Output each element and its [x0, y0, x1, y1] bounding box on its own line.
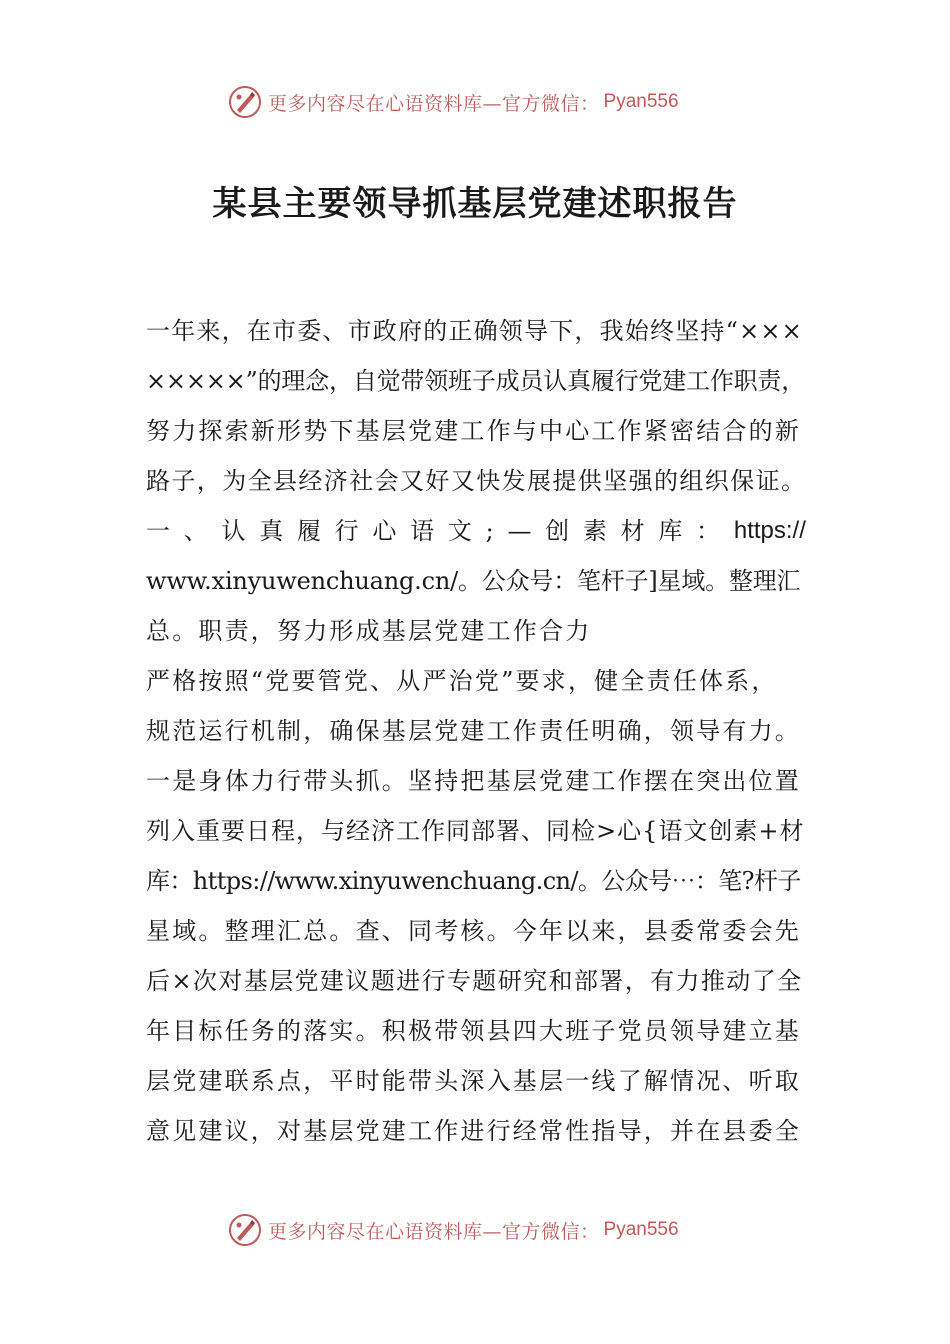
heading-glyph: 素: [582, 517, 607, 545]
heading-glyph: 心: [372, 517, 397, 545]
body-line: 一是身体力行带头抓。坚持把基层党建工作摆在突出位置: [146, 767, 801, 795]
body-line: 一年来，在市委、市政府的正确领导下，我始终坚持“×××: [146, 317, 803, 345]
body-line: 星域。整理汇总。查、同考核。今年以来，县委常委会先: [146, 917, 801, 945]
body-line: ×××××”的理念，自觉带领班子成员认真履行党建工作职责，: [146, 367, 806, 395]
heading-glyph: https://: [733, 517, 806, 544]
heading-glyph: 文: [447, 517, 472, 545]
body-line: 努力探索新形势下基层党建工作与中心工作紧密结合的新: [146, 417, 801, 445]
heading-glyph: —: [507, 517, 532, 545]
heading-glyph: ：: [696, 517, 721, 545]
heading-glyph: 真: [259, 517, 284, 545]
body-line: 后×次对基层党建议题进行专题研究和部署，有力推动了全: [146, 967, 803, 995]
heading-glyph: 一: [146, 517, 170, 545]
body-line: www.xinyuwenchuang.cn/。公众号：笔杆子]星域。整理汇: [146, 567, 801, 595]
body-line: 层党建联系点，平时能带头深入基层一线了解情况、听取: [146, 1067, 801, 1095]
body-line: 路子，为全县经济社会又好又快发展提供坚强的组织保证。: [146, 467, 807, 495]
watermark-text: 更多内容尽在心语资料库—官方微信：: [268, 92, 600, 115]
body-line-heading: [146, 506, 806, 556]
pen-logo-icon: [228, 1213, 262, 1247]
body-line: 库：https://www.xinyuwenchuang.cn/。公众号⋯：笔?杆子: [146, 867, 801, 895]
body-line: 规范运行机制，确保基层党建工作责任明确，领导有力。: [146, 717, 801, 745]
heading-glyph: 材: [620, 517, 645, 545]
watermark-wechat-id: Pyan556: [603, 1219, 679, 1240]
heading-glyph: 语: [410, 517, 435, 545]
pen-logo-icon: [228, 85, 262, 119]
heading-glyph: 、: [183, 517, 208, 545]
heading-glyph: 认: [221, 517, 246, 545]
watermark-header: [228, 82, 748, 122]
heading-glyph: ;: [485, 517, 494, 545]
body-line: 意见建议，对基层党建工作进行经常性指导，并在县委全: [146, 1117, 801, 1145]
watermark-wechat-id: Pyan556: [603, 91, 679, 112]
heading-glyph: 库: [658, 517, 683, 545]
heading-glyph: 行: [334, 517, 359, 545]
body-line: 严格按照“党要管党、从严治党”要求，健全责任体系，: [146, 667, 778, 695]
body-line: 年目标任务的落实。积极带领县四大班子党员领导建立基: [146, 1017, 801, 1045]
body-line: 总。职责，努力形成基层党建工作合力: [146, 617, 592, 645]
document-title: 某县主要领导抓基层党建述职报告: [212, 184, 738, 224]
heading-glyph: 履: [296, 517, 321, 545]
body-line: 列入重要日程，与经济工作同部署、同检>心{语文创素+材: [146, 817, 805, 845]
heading-glyph: 创: [545, 517, 570, 545]
watermark-text: 更多内容尽在心语资料库—官方微信：: [268, 1220, 600, 1243]
watermark-footer: [228, 1210, 748, 1250]
document-body: [146, 306, 806, 1156]
